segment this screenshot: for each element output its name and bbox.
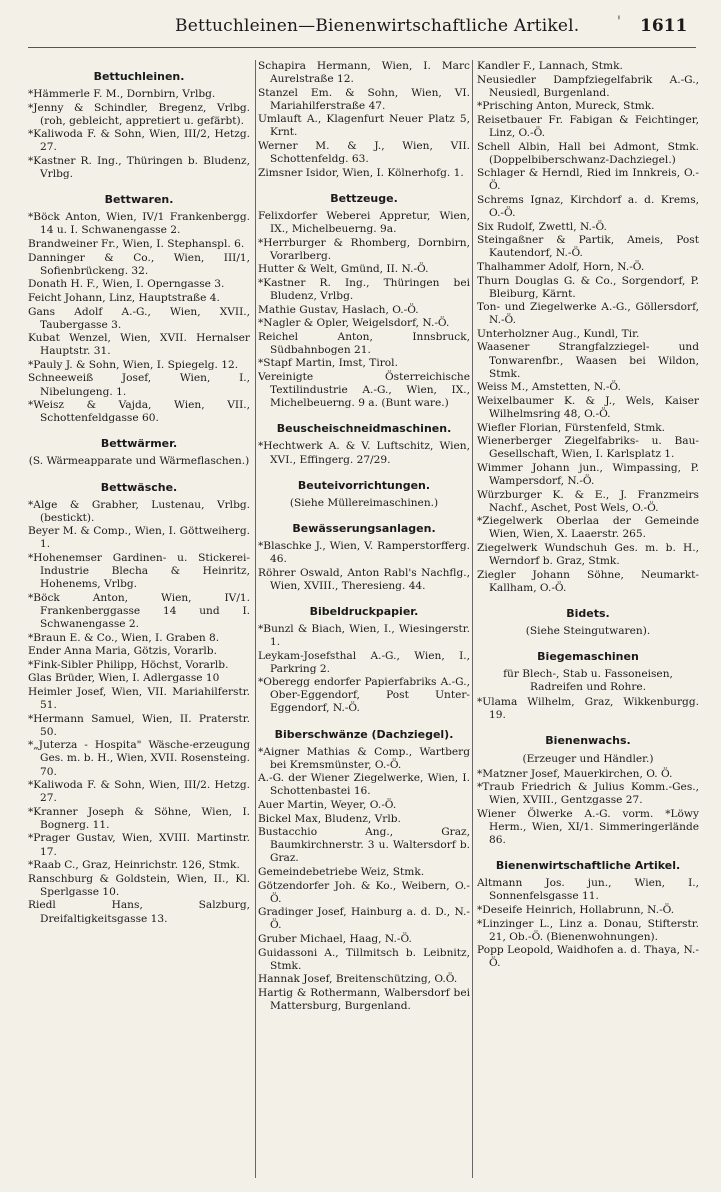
directory-entry: Steingaßner & Partik, Ameis, Post Kautendorf, N.-Ö. (477, 234, 699, 260)
directory-entry: *Böck Anton, Wien, IV/1. Frankenberggasse 14 und I. Schwanengasse 2. (28, 591, 250, 630)
section-heading: Bettuchleinen. (93, 70, 185, 83)
directory-entry: *Hechtwerk A. & V. Luftschitz, Wien, XVI., Effingerg. 27/29. (258, 440, 470, 466)
directory-entry: Wiener Ölwerke A.-G. vorm. *Löwy Herm., Wien, XI/1. Simmeringerlände 86. (477, 807, 699, 847)
section-heading: Biberschwänze (Dachziegel). (274, 727, 454, 741)
section-heading: Biegemaschinen (537, 649, 639, 663)
directory-entry: Zimsner Isidor, Wien, I. Kölnerhofg. 1. (258, 166, 464, 179)
directory-entry: *Kranner Joseph & Söhne, Wien, I. Bognerg. 11. (28, 805, 250, 831)
directory-entry: Werner M. & J., Wien, VII. Schottenfeldg. 63. (258, 140, 470, 166)
margin-mark: ' (617, 14, 621, 30)
directory-entry: Felixdorfer Weberei Appretur, Wien, IX., Michelbeuerng. 9a. (258, 209, 470, 236)
section-note: (Erzeuger und Händler.) (522, 752, 654, 765)
directory-entry: Thurn Douglas G. & Co., Sorgendorf, P. Bleiburg, Kärnt. (477, 274, 699, 300)
directory-entry: *Nagler & Opler, Weigelsdorf, N.-Ö. (258, 317, 450, 330)
directory-entry: *Matzner Josef, Mauerkirchen, O. Ö. (477, 767, 673, 780)
directory-entry: Riedl Hans, Salzburg, Dreifaltigkeitsgasse 13. (28, 899, 250, 925)
section-heading: Bibeldruckpapier. (309, 604, 419, 618)
directory-entry: Ton- und Ziegelwerke A.-G., Göllersdorf, N.-Ö. (477, 301, 699, 327)
directory-entry: *Traub Friedrich & Julius Komm.-Ges., Wien, XVIII., Gentzgasse 27. (477, 781, 699, 807)
directory-entry: Wienerberger Ziegelfabriks- u. Bau-Gesellschaft, Wien, I. Karlsplatz 1. (477, 435, 699, 461)
directory-entry: Ranschburg & Goldstein, Wien, II., Kl. Sperlgasse 10. (28, 872, 250, 898)
section-heading: Bettwäsche. (100, 480, 178, 494)
directory-entry: Popp Leopold, Waidhofen a. d. Thaya, N.-Ö. (477, 944, 699, 970)
page-number: 1611 (640, 16, 688, 36)
directory-entry: *Bunzl & Biach, Wien, I., Wiesingerstr. 1. (258, 622, 470, 648)
directory-entry: Schrems Ignaz, Kirchdorf a. d. Krems, O.-Ö. (477, 193, 699, 220)
directory-entry: *Aigner Mathias & Comp., Wartberg bei Kremsmünster, O.-Ö. (258, 745, 470, 771)
directory-entry: Unterholzner Aug., Kundl, Tir. (477, 327, 640, 340)
directory-entry: Ziegelwerk Wundschuh Ges. m. b. H., Werndorf b. Graz, Stmk. (477, 541, 699, 567)
section-heading: Bettzeuge. (330, 191, 398, 205)
directory-entry: Kubat Wenzel, Wien, XVII. Hernalser Hauptstr. 31. (28, 332, 250, 358)
column-divider (255, 60, 256, 1178)
directory-entry: *Prager Gustav, Wien, XVIII. Martinstr. 17. (28, 832, 250, 858)
directory-entry: Guidassoni A., Tillmitsch b. Leibnitz, Stmk. (258, 946, 470, 972)
section-heading: Bettwaren. (104, 193, 174, 207)
directory-entry: Götzendorfer Joh. & Ko., Weibern, O.-Ö. (258, 879, 470, 905)
directory-entry: Ziegler Johann Söhne, Neumarkt-Kallham, O.-Ö. (477, 568, 699, 594)
directory-entry: Bustacchio Ang., Graz, Baumkirchnerstr. 3 u. Waltersdorf b. Graz. (258, 826, 470, 865)
directory-entry: Gradinger Josef, Hainburg a. d. D., N.-Ö. (258, 906, 470, 932)
section-heading: Bewässerungsanlagen. (292, 521, 436, 535)
running-title: Bettuchleinen—Bienenwirtschaftliche Artikel. (175, 16, 580, 36)
directory-entry: Weiss M., Amstetten, N.-Ö. (477, 381, 621, 394)
directory-entry: *Braun E. & Co., Wien, I. Graben 8. (28, 631, 220, 644)
column-2 (258, 58, 470, 1186)
directory-entry: Gruber Michael, Haag, N.-Ö. (258, 932, 412, 945)
directory-entry: Schlager & Herndl, Ried im Innkreis, O.-Ö. (477, 167, 699, 193)
directory-entry: Schneeweiß Josef, Wien, I., Nibelungeng. 1. (28, 372, 250, 398)
header-rule (28, 47, 696, 48)
directory-entry: *Hermann Samuel, Wien, II. Praterstr. 50. (28, 712, 250, 738)
directory-entry: *Prisching Anton, Mureck, Stmk. (477, 100, 655, 113)
directory-entry: Kandler F., Lannach, Stmk. (477, 60, 623, 72)
directory-entry: *Kastner R. Ing., Thüringen b. Bludenz, Vrlbg. (28, 155, 250, 181)
directory-entry: Glas Brüder, Wien, I. Adlergasse 10 (28, 672, 220, 685)
directory-entry: Beyer M. & Comp., Wien, I. Göttweiherg. 1. (28, 525, 250, 551)
directory-entry: Heimler Josef, Wien, VII. Mariahilferstr. 51. (28, 685, 250, 712)
directory-entry: Hannak Josef, Breitenschützing, O.Ö. (258, 973, 458, 986)
directory-entry: Hartig & Rothermann, Walbersdorf bei Mattersburg, Burgenland. (258, 986, 470, 1012)
directory-entry: Feicht Johann, Linz, Hauptstraße 4. (28, 291, 220, 304)
directory-entry: Leykam-Josefsthal A.-G., Wien, I., Parkring 2. (258, 649, 470, 675)
directory-entry: Ender Anna Maria, Götzis, Vorarlb. (28, 645, 217, 658)
directory-entry: *Blaschke J., Wien, V. Ramperstorfferg. 46. (258, 539, 470, 565)
directory-entry: Reichel Anton, Innsbruck, Südbahnbogen 21. (258, 330, 470, 356)
directory-entry: *Deseife Heinrich, Hollabrunn, N.-Ö. (477, 903, 675, 916)
directory-entry: *Raab C., Graz, Heinrichstr. 126, Stmk. (28, 859, 240, 872)
directory-entry: Mathie Gustav, Haslach, O.-Ö. (258, 303, 419, 316)
directory-entry: Vereinigte Österreichische Textilindustrie A.-G., Wien, IX., Michelbeuerng. 9 a. (Bunt ware.) (258, 371, 470, 410)
section-heading: Beuteivorrichtungen. (297, 478, 431, 492)
directory-entry: *Fink-Sibler Philipp, Höchst, Vorarlb. (28, 658, 229, 671)
directory-entry: *Böck Anton, Wien, IV/1 Frankenbergg. 14 u. I. Schwanengasse 2. (28, 211, 250, 237)
section-heading: Bidets. (566, 606, 610, 620)
directory-entry: *Ziegelwerk Oberlaa der Gemeinde Wien, Wien, X. Laaerstr. 265. (477, 515, 699, 541)
directory-entry: *Herrburger & Rhomberg, Dornbirn, Vorarlberg. (258, 236, 470, 262)
directory-entry: Auer Martin, Weyer, O.-Ö. (258, 799, 397, 811)
directory-entry: *Kastner R. Ing., Thüringen bei Bludenz, Vrlbg. (258, 276, 470, 302)
section-note: (Siehe Steingutwaren). (525, 624, 651, 637)
directory-entry: *Linzinger L., Linz a. Donau, Stifterstr. 21, Ob.-Ö. (Bienenwohnungen). (477, 917, 699, 943)
directory-entry: Reisetbauer Fr. Fabigan & Feichtinger, Linz, O.-Ö. (477, 113, 699, 139)
section-heading: Beuscheischneidmaschinen. (276, 422, 452, 436)
directory-entry: *Hohenemser Gardinen- u. Stickerei-Industrie Blecha & Heinritz, Hohenems, Vrlbg. (28, 552, 250, 591)
section-heading: Bettwärmer. (100, 437, 178, 451)
directory-entry: Umlauft A., Klagenfurt Neuer Platz 5, Krnt. (258, 113, 470, 139)
column-1 (28, 58, 250, 1186)
directory-entry: Schell Albin, Hall bei Admont, Stmk. (Doppelbiberschwanz-Dachziegel.) (477, 140, 699, 166)
column-divider (472, 60, 473, 1178)
directory-entry: *Pauly J. & Sohn, Wien, I. Spiegelg. 12. (28, 358, 239, 371)
directory-entry: Hutter & Welt, Gmünd, II. N.-Ö. (258, 263, 429, 276)
directory-entry: Stanzel Em. & Sohn, Wien, VI. Mariahilferstraße 47. (258, 86, 470, 112)
section-note: für Blech-, Stab u. Fassoneisen, Radreifen und Rohre. (503, 668, 673, 694)
directory-entry: Weixelbaumer K. & J., Wels, Kaiser Wilhelmsring 48, O.-Ö. (477, 394, 699, 420)
directory-entry: *Jenny & Schindler, Bregenz, Vrlbg. (roh, gebleicht, appretiert u. gefärbt). (28, 101, 250, 127)
directory-entry: *Hämmerle F. M., Dornbirn, Vrlbg. (28, 88, 216, 101)
directory-entry: *Alge & Grabher, Lustenau, Vrlbg. (bestickt). (28, 498, 250, 524)
directory-entry: Schapira Hermann, Wien, I. Marc Aurelstraße 12. (258, 60, 470, 86)
directory-entry: *Kaliwoda F. & Sohn, Wien, III/2, Hetzg. 27. (28, 128, 250, 154)
directory-entry: Röhrer Oswald, Anton Rabl's Nachflg., Wien, XVIII., Theresieng. 44. (258, 566, 470, 592)
directory-entry: Brandweiner Fr., Wien, I. Stephanspl. 6. (28, 238, 245, 251)
directory-entry: Thalhammer Adolf, Horn, N.-Ö. (477, 260, 645, 273)
directory-entry: Danninger & Co., Wien, III/1, Sofienbrückeng. 32. (28, 251, 250, 277)
directory-entry: Donath H. F., Wien, I. Operngasse 3. (28, 278, 225, 291)
directory-entry: Waasener Strangfalzziegel- und Tonwarenfbr., Waasen bei Wildon, Stmk. (477, 341, 699, 380)
section-heading: Bienenwachs. (545, 734, 631, 748)
directory-entry: Neusiedler Dampfziegelfabrik A.-G., Neusiedl, Burgenland. (477, 73, 699, 99)
directory-entry: Wimmer Johann jun., Wimpassing, P. Wampersdorf, N.-Ö. (477, 461, 699, 487)
section-heading: Bienenwirtschaftliche Artikel. (495, 859, 681, 873)
directory-entry: Wiefler Florian, Fürstenfeld, Stmk. (477, 421, 666, 434)
directory-entry: Six Rudolf, Zwettl, N.-Ö. (477, 220, 607, 233)
directory-entry: Gans Adolf A.-G., Wien, XVII., Taubergasse 3. (28, 305, 250, 331)
directory-entry: *Kaliwoda F. & Sohn, Wien, III/2. Hetzg. 27. (28, 779, 250, 805)
directory-entry: *Oberegg endorfer Papierfabriks A.-G., Ober-Eggendorf, Post Unter-Eggendorf, N.-Ö. (258, 676, 470, 715)
directory-entry: *Ulama Wilhelm, Graz, Wikkenburgg. 19. (477, 696, 699, 722)
directory-entry: Bickel Max, Bludenz, Vrlb. (258, 812, 401, 825)
directory-entry: A.-G. der Wiener Ziegelwerke, Wien, I. Schottenbastei 16. (258, 772, 470, 798)
section-note: (S. Wärmeapparate und Wärmeflaschen.) (28, 455, 250, 468)
directory-entry: *„Juterza - Hospita" Wäsche-erzeugung Ges. m. b. H., Wien, XVII. Rosensteing. 70. (28, 739, 250, 778)
page-header (60, 10, 700, 40)
directory-entry: Altmann Jos. jun., Wien, I., Sonnenfelsgasse 11. (477, 877, 699, 903)
column-3 (477, 58, 699, 1186)
directory-entry: *Stapf Martin, Imst, Tirol. (258, 357, 398, 370)
directory-entry: Gemeindebetriebe Weiz, Stmk. (258, 865, 425, 878)
section-note: (Siehe Müllereimaschinen.) (289, 496, 439, 509)
directory-entry: Würzburger K. & E., J. Franzmeirs Nachf., Aschet, Post Wels, O.-Ö. (477, 488, 699, 514)
directory-entry: *Weisz & Vajda, Wien, VII., Schottenfeldgasse 60. (28, 399, 250, 425)
